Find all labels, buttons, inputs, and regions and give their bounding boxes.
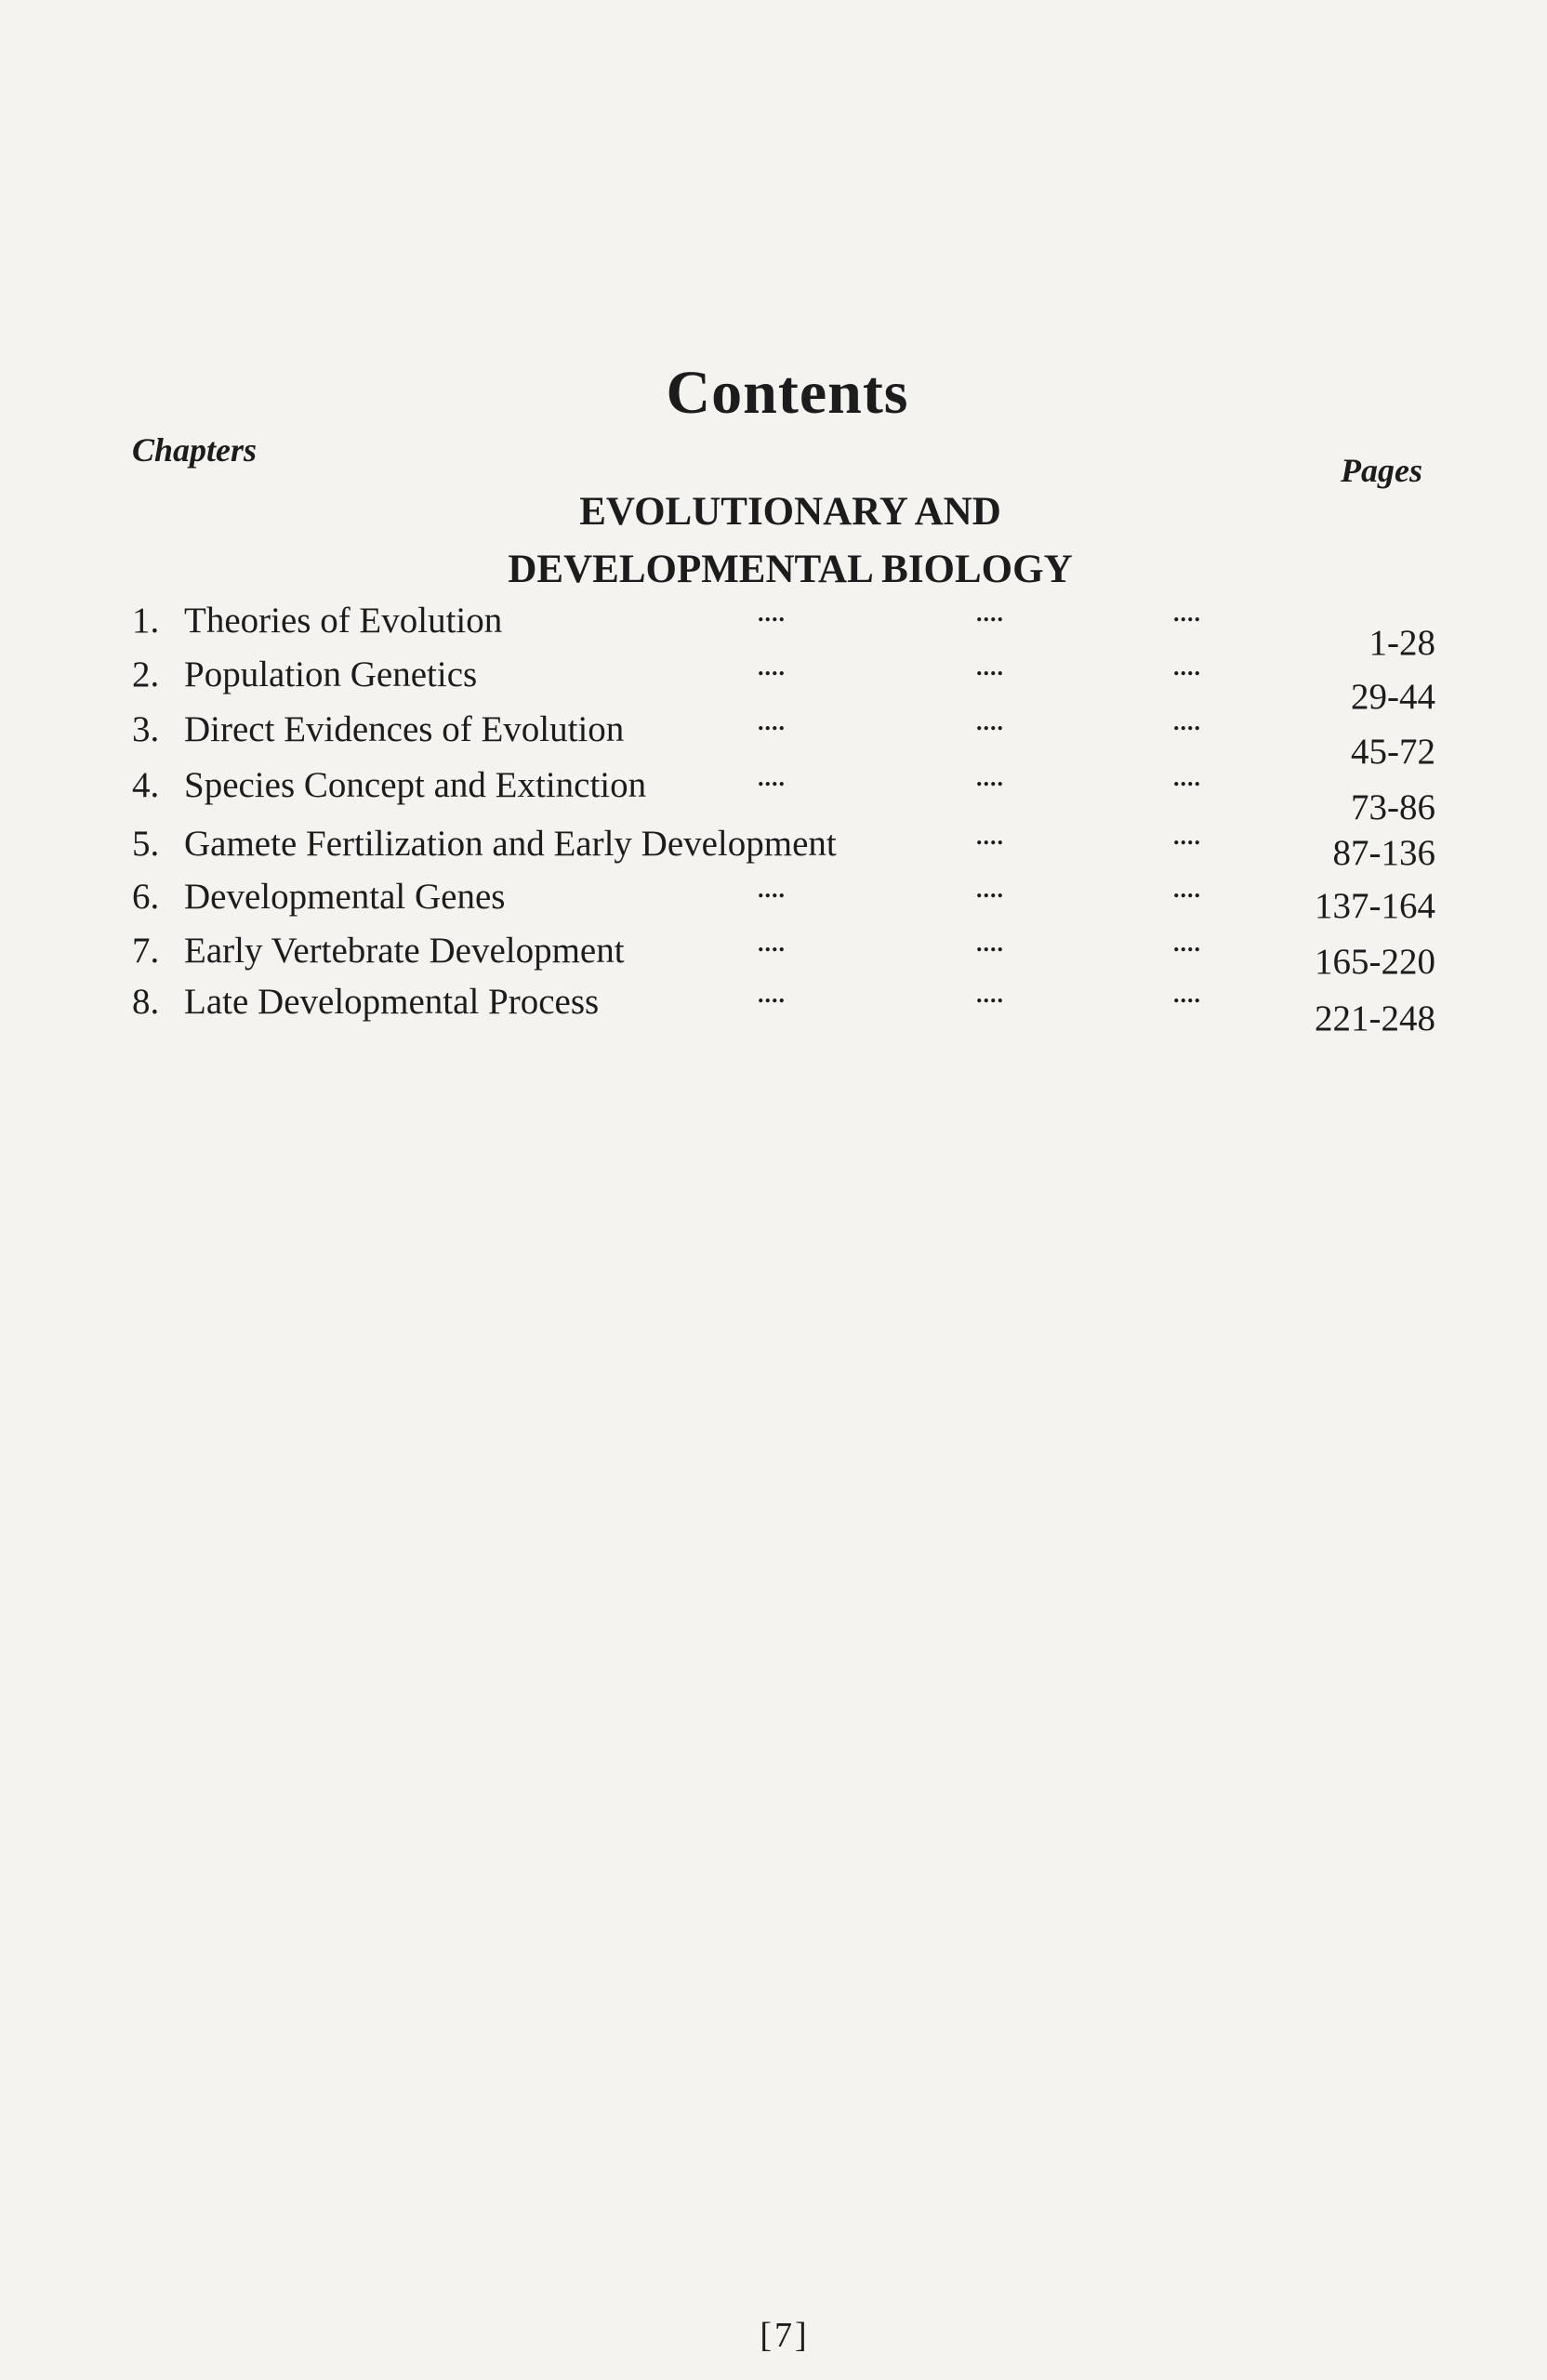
chapter-title: Developmental Genes <box>184 877 506 917</box>
leader-dots: .... <box>1173 654 1201 681</box>
leader-dots: .... <box>758 876 786 903</box>
leader-dots: .... <box>1173 876 1201 903</box>
chapter-title: Direct Evidences of Evolution <box>184 709 625 749</box>
leader-dots: .... <box>1173 823 1201 850</box>
leader-dots: .... <box>758 930 786 957</box>
section-heading-line-1: EVOLUTIONARY AND <box>579 490 1001 534</box>
leader-dots: .... <box>1173 600 1201 627</box>
leader-dots: .... <box>1173 764 1201 791</box>
toc-entry-5 <box>0 823 1547 873</box>
leader-dots: .... <box>758 981 786 1008</box>
toc-entry-6 <box>0 876 1547 926</box>
leader-dots: .... <box>758 600 786 627</box>
leader-dots: .... <box>976 708 1004 735</box>
page-range: 165-220 <box>1315 942 1435 982</box>
leader-dots: .... <box>976 600 1004 627</box>
chapter-title: Theories of Evolution <box>184 601 503 641</box>
chapter-number: 7. <box>132 931 160 971</box>
pages-column-header: Pages <box>1341 452 1422 489</box>
toc-entry-2 <box>0 654 1547 717</box>
section-heading-line-2: DEVELOPMENTAL BIOLOGY <box>508 548 1073 591</box>
chapter-number: 8. <box>132 982 160 1022</box>
toc-entry-8 <box>0 981 1547 1038</box>
leader-dots: .... <box>1173 708 1201 735</box>
page-range: 73-86 <box>1351 787 1435 827</box>
chapter-title: Late Developmental Process <box>184 982 600 1022</box>
leader-dots: .... <box>976 764 1004 791</box>
leader-dots: .... <box>758 764 786 791</box>
leader-dots: .... <box>976 823 1004 850</box>
leader-dots: .... <box>1173 981 1201 1008</box>
chapter-title: Population Genetics <box>184 654 478 694</box>
chapter-title: Species Concept and Extinction <box>184 765 647 805</box>
page-range: 1-28 <box>1368 623 1435 663</box>
page-title: Contents <box>666 359 909 427</box>
leader-dots: .... <box>976 981 1004 1008</box>
section-heading <box>17 483 1547 599</box>
page-range: 137-164 <box>1315 886 1435 926</box>
leader-dots: .... <box>976 876 1004 903</box>
chapter-title: Early Vertebrate Development <box>184 931 625 971</box>
leader-dots: .... <box>758 708 786 735</box>
chapter-number: 4. <box>132 765 160 805</box>
leader-dots: .... <box>758 654 786 681</box>
toc-entry-3 <box>0 708 1547 772</box>
chapter-number: 2. <box>132 654 160 694</box>
leader-dots: .... <box>1173 930 1201 957</box>
leader-dots: .... <box>976 654 1004 681</box>
chapter-number: 1. <box>132 601 160 641</box>
page-range: 29-44 <box>1351 677 1435 717</box>
chapter-number: 6. <box>132 877 160 917</box>
page-range: 87-136 <box>1332 833 1435 873</box>
chapter-title: Gamete Fertilization and Early Development <box>184 824 837 864</box>
toc-entry-7 <box>0 930 1547 982</box>
page-range: 221-248 <box>1315 998 1435 1038</box>
chapter-number: 5. <box>132 824 160 864</box>
toc-entry-1 <box>0 600 1547 663</box>
chapters-column-header: Chapters <box>132 431 258 469</box>
toc-entry-4 <box>0 764 1547 827</box>
leader-dots: .... <box>976 930 1004 957</box>
page-range: 45-72 <box>1351 732 1435 772</box>
page-number: [7] <box>760 2316 810 2355</box>
chapter-number: 3. <box>132 709 160 749</box>
